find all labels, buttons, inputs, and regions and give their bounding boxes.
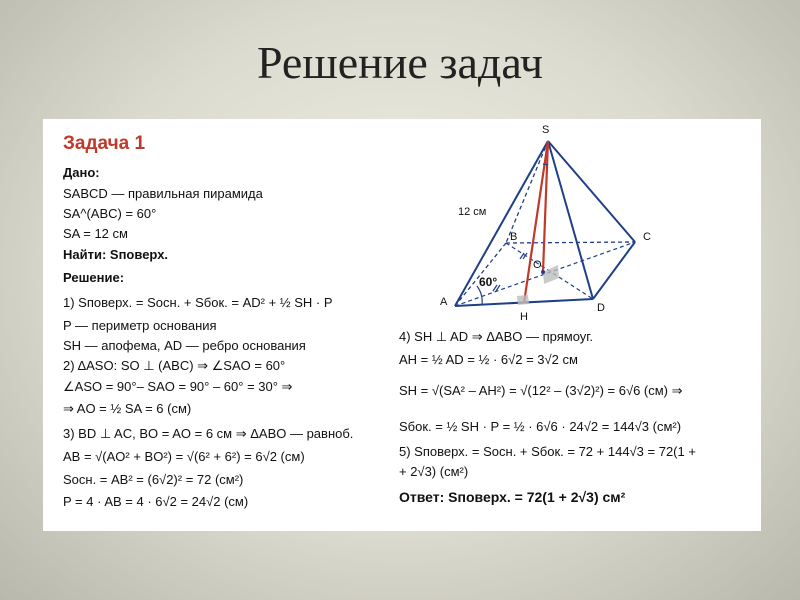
vertex-label-O: O xyxy=(533,259,542,271)
vertex-label-D: D xyxy=(597,302,605,314)
slide-title: Решение задач xyxy=(256,37,544,88)
solution-step: Sбок. = ½ SH · P = ½ · 6√6 · 24√2 = 144√3 (см²) xyxy=(399,419,682,434)
solution-step: + 2√3) (см²) xyxy=(399,464,469,479)
given-line: SA^(ABC) = 60° xyxy=(63,206,157,221)
vertex-label-A: A xyxy=(440,296,448,308)
answer-line: Ответ: Sповерх. = 72(1 + 2√3) см² xyxy=(399,489,626,505)
vertex-label-H: H xyxy=(520,311,528,323)
right-angle-mark-H xyxy=(517,295,529,305)
right-angle-mark-O xyxy=(543,265,559,284)
solution-step: 5) Sповерх. = Sосн. + Sбок. = 72 + 144√3 = 72(1 + xyxy=(399,444,696,459)
solution-step: P — периметр основания xyxy=(63,318,217,333)
point-O xyxy=(541,270,545,274)
vertex-label-S: S xyxy=(542,124,550,136)
given-label: Дано: xyxy=(63,165,100,180)
solution-step: 1) Sповерх. = Sосн. + Sбок. = AD² + ½ SH · P xyxy=(63,295,333,310)
solution-step: 2) ΔASO: SO ⊥ (ABC) ⇒ ∠SAO = 60° xyxy=(63,358,286,373)
problem-card xyxy=(43,119,761,531)
solution-step: P = 4 · AB = 4 · 6√2 = 24√2 (см) xyxy=(63,494,249,509)
given-line: SA = 12 см xyxy=(63,226,128,241)
vertex-label-B: B xyxy=(510,231,518,243)
edge-label-SA: 12 см xyxy=(458,206,487,218)
solution-step: AB = √(AO² + BO²) = √(6² + 6²) = 6√2 (см) xyxy=(63,449,305,464)
angle-label: 60° xyxy=(479,275,498,289)
vertex-label-C: C xyxy=(643,231,651,243)
solution-step: 3) BD ⊥ AC, BO = AO = 6 см ⇒ ΔABO — равноб. xyxy=(63,426,354,441)
solution-step: ∠ASO = 90°– SAO = 90° – 60° = 30° ⇒ xyxy=(63,379,293,394)
solution-step: 4) SH ⊥ AD ⇒ ΔABO — прямоуг. xyxy=(399,329,594,344)
find-line: Найти: Sповерх. xyxy=(63,247,169,262)
solution-step: AH = ½ AD = ½ · 6√2 = 3√2 см xyxy=(399,352,578,367)
solution-label: Решение: xyxy=(63,270,125,285)
pyramid-figure xyxy=(438,119,688,324)
solution-step: SH = √(SA² – AH²) = √(12² – (3√2)²) = 6√6 (см) ⇒ xyxy=(399,383,683,398)
tick-marks xyxy=(493,253,527,291)
problem-title: Задача 1 xyxy=(63,133,146,154)
given-line: SABCD — правильная пирамида xyxy=(63,186,263,201)
solution-step: SH — апофема, AD — ребро основания xyxy=(63,338,306,353)
solution-step: ⇒ AO = ½ SA = 6 (см) xyxy=(63,401,192,416)
solution-step: Sосн. = AB² = (6√2)² = 72 (см²) xyxy=(63,472,244,487)
